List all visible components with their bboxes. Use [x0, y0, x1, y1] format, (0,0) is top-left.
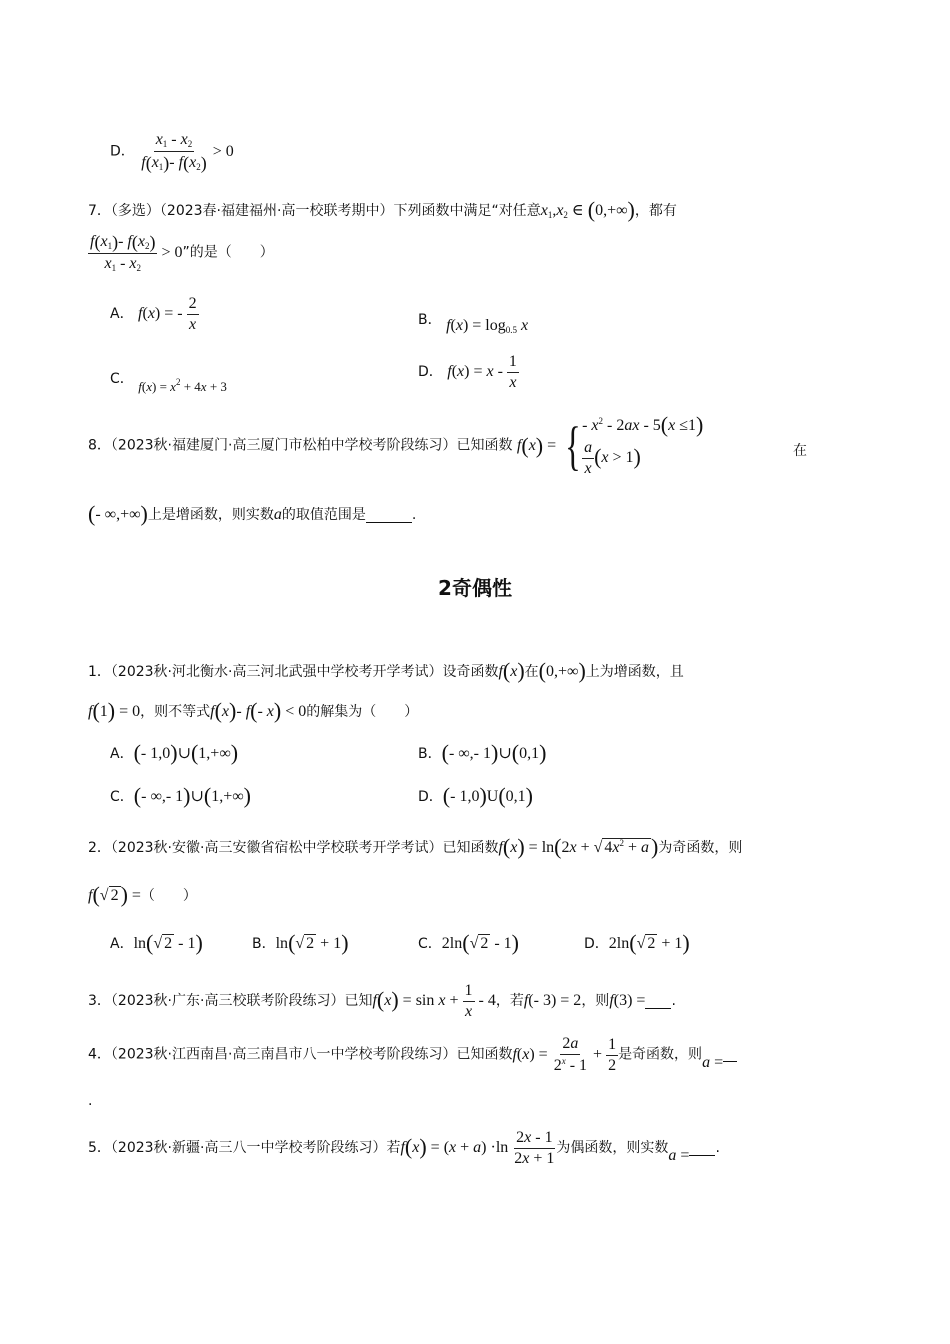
formula: f(√ 2) = [88, 882, 141, 907]
question-number: 2． [88, 840, 111, 856]
question-text: （2023秋·新疆·高三八一中学校考阶段练习）若 [110, 1140, 401, 1157]
question-text: 的解集为（ ） [306, 704, 419, 720]
formula: f(x) = - $\frac{2}{x}$ [138, 295, 197, 333]
question-text: ，则不等式 [140, 704, 211, 720]
question-text: 在 [524, 664, 539, 680]
question-text: （多选）（2023春·福建福州·高一校联考期中）下列函数中满足“对任意 [110, 203, 541, 219]
formula: f(x) = sin x + $\frac{1}{x}$ - 4 [372, 982, 496, 1020]
formula: f(x) = $\frac{2a}{2^x - 1}$ + $\frac{1}{2}$ [512, 1035, 617, 1074]
question-text: （2023秋·河北衡水·高三河北武强中学校考开学考试）设奇函数 [110, 664, 499, 680]
option-label: B． [418, 746, 442, 762]
q8-stem-line1 [88, 414, 703, 477]
question-number: 7． [88, 203, 111, 219]
p1-option-d [418, 785, 533, 807]
question-number: 3． [88, 993, 111, 1010]
formula: f(x)- f(- x) < 0 [210, 698, 307, 723]
formula: (- ∞,- 1)∪(0,1) [441, 740, 547, 765]
question-text: 是奇函数，则 [618, 1046, 703, 1063]
question-number: 5． [88, 1140, 111, 1157]
p1-option-a [110, 742, 238, 764]
question-text: （2023秋·福建厦门·高三厦门市松柏中学校考阶段练习）已知函数 [110, 437, 513, 454]
question-text: ，若 [495, 993, 524, 1010]
q7-option-b [418, 312, 529, 335]
q7-option-d [418, 354, 519, 391]
option-label: C． [110, 789, 134, 805]
option-label: D． [110, 143, 135, 160]
formula: f ( x ) = { - $x^2 - 2ax - 5(x \le 1)$ $\frac{a}{x}$ (x > 1) [516, 412, 704, 477]
formula: $f(x) = x^2 + 4x + 3$ [138, 377, 227, 394]
p1-option-c [110, 785, 251, 807]
answer-blank [645, 994, 671, 1009]
option-label: C． [110, 371, 134, 387]
question-text: ，则 [581, 993, 610, 1010]
q7-stem-line1 [88, 199, 677, 221]
p4-stem [88, 1036, 737, 1074]
p2-stem-line1 [88, 836, 742, 858]
answer-blank [366, 508, 412, 523]
q8-stem-line2 [88, 503, 416, 525]
option-label: D． [418, 789, 443, 805]
p2-option-c [418, 932, 519, 954]
answer-blank [689, 1141, 715, 1156]
question-number: 4． [88, 1046, 111, 1063]
option-label: D． [418, 364, 443, 381]
p3-stem [88, 983, 676, 1020]
question-text: ”的是（ ） [182, 244, 274, 261]
formula: $x_1,x_2$ ∈ (0,+∞) [540, 197, 635, 222]
formula: (- 1,0)∪(1,+∞) [133, 740, 239, 765]
formula: f(x) = (x + a) ·ln $\frac{2x - 1}{2x + 1}$ [400, 1129, 555, 1167]
p4-period: . [88, 1093, 93, 1109]
formula: f(- 3) = 2 [523, 992, 582, 1010]
question-text: 为偶函数，则实数 [556, 1140, 669, 1157]
question-text: 上为增函数，且 [585, 664, 684, 680]
option-label: A． [110, 746, 134, 762]
question-number: 1． [88, 664, 111, 680]
option-label: D． [584, 936, 609, 952]
formula: f(x) = ln(2x + √ $4x^2 + a$) [498, 834, 659, 859]
question-text: 上是增函数，则实数 [147, 507, 274, 523]
formula: (- ∞,- 1)∪(1,+∞) [133, 783, 251, 808]
p1-option-b [418, 742, 546, 764]
p5-stem [88, 1130, 720, 1167]
formula: (0,+∞) [538, 658, 586, 683]
variable-a: a [273, 506, 282, 523]
q8-stem-zai: 在 [793, 443, 807, 459]
question-text: ，都有 [634, 203, 677, 219]
section-title: 2奇偶性 [438, 576, 512, 600]
q7-option-c [110, 370, 227, 394]
question-text: （2023秋·安徽·高三安徽省宿松中学校联考开学考试）已知函数 [110, 840, 499, 856]
formula: $f(x) = \log_{0.5} x$ [446, 317, 529, 335]
p2-stem-line2 [88, 884, 197, 906]
question-number: 8． [88, 437, 111, 454]
formula: a = [702, 1053, 724, 1071]
question-text: （ ） [140, 888, 197, 904]
option-label: A． [110, 306, 134, 323]
option-label: A． [110, 936, 134, 952]
formula: $\frac{f(x_1)- f(x_2)}{x_1 - x_2}$ > 0 [90, 232, 183, 273]
p1-stem-line2 [88, 700, 418, 722]
question-text: （2023秋·江西南昌·高三南昌市八一中学校考阶段练习）已知函数 [110, 1046, 513, 1063]
formula: ln(√ 2 - 1) [133, 930, 203, 955]
formula: f(1) = 0 [88, 698, 141, 723]
option-label: B． [252, 936, 276, 952]
question-text: 为奇函数，则 [658, 840, 743, 856]
p2-option-b [252, 932, 349, 954]
p2-option-a [110, 932, 203, 954]
formula: (- ∞,+∞) [88, 501, 148, 526]
formula: f(x) = x - $\frac{1}{x}$ [447, 353, 517, 391]
formula: f(3) = [609, 992, 646, 1010]
formula: f(x) [498, 658, 525, 683]
formula: 2ln(√ 2 - 1) [441, 930, 519, 955]
formula: a = [668, 1147, 690, 1165]
period: . [411, 507, 417, 523]
question-text: （2023秋·广东·高三校联考阶段练习）已知 [110, 993, 373, 1010]
formula: $\frac{x_1 - x_2}{f(x_1)- f(x_2)}$ > 0 [141, 131, 234, 173]
p1-stem-line1 [88, 660, 684, 682]
question-text: 的取值范围是 [281, 507, 366, 523]
option-label: B． [418, 312, 442, 328]
p2-option-d [584, 932, 690, 954]
q7-stem-line2 [88, 233, 274, 273]
formula: ln(√ 2 + 1) [275, 930, 349, 955]
period: . [715, 1140, 720, 1157]
answer-blank [723, 1047, 737, 1062]
period: . [671, 993, 676, 1010]
option-label: C． [418, 936, 442, 952]
formula: (- 1,0)U(0,1) [442, 783, 533, 808]
q6-option-d [110, 132, 234, 172]
q7-option-a [110, 296, 199, 333]
formula: 2ln(√ 2 + 1) [608, 930, 690, 955]
